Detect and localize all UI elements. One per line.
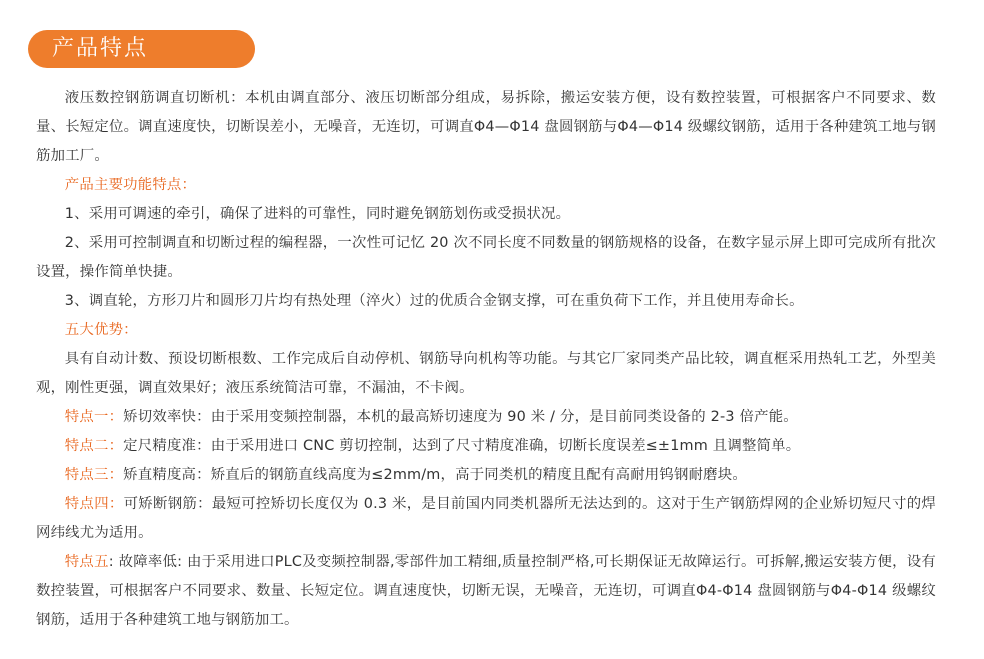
point-2-text: 定尺精度准：由于采用进口 CNC 剪切控制，达到了尺寸精度准确，切断长度误差≤±1mm 且调整简单。 xyxy=(123,438,801,454)
feature-item-2: 2、采用可控制调直和切断过程的编程器，一次性可记忆 20 次不同长度不同数量的钢筋规格的设备，在数字显示屏上即可完成所有批次设置，操作简单快捷。 xyxy=(36,235,936,280)
point-5 xyxy=(36,548,936,635)
point-3-label: 特点三： xyxy=(64,467,124,483)
point-1-label: 特点一： xyxy=(64,409,124,425)
point-1 xyxy=(36,403,936,432)
section-title: 产品特点 xyxy=(52,36,149,61)
product-features-content xyxy=(36,84,936,635)
intro-paragraph: 液压数控钢筋调直切断机：本机由调直部分、液压切断部分组成，易拆除，搬运安装方便，设有数控装置，可根据客户不同要求、数量、长短定位。调直速度快，切断误差小，无噪音，无连切，可调直Φ4—Φ14 盘圆钢筋与Φ4—Φ14 级螺纹钢筋，适用于各种建筑工地与钢筋加工厂。 xyxy=(36,90,936,164)
point-2-label: 特点二： xyxy=(64,438,124,454)
features-heading: 产品主要功能特点： xyxy=(64,177,197,193)
point-5-label: 特点五 xyxy=(64,554,109,570)
feature-item-1: 1、采用可调速的牵引，确保了进料的可靠性，同时避免钢筋划伤或受损状况。 xyxy=(64,206,571,222)
point-4-text: 可矫断钢筋：最短可控矫切长度仅为 0.3 米，是目前国内同类机器所无法达到的。这对于生产钢筋焊网的企业矫切短尺寸的焊网纬线尤为适用。 xyxy=(36,496,936,541)
point-4 xyxy=(36,490,936,548)
point-1-text: 矫切效率快：由于采用变频控制器，本机的最高矫切速度为 90 米 / 分，是目前同类设备的 2-3 倍产能。 xyxy=(123,409,798,425)
advantages-heading: 五大优势： xyxy=(64,322,138,338)
point-5-text: : 故障率低: 由于采用进口PLC及变频控制器,零部件加工精细,质量控制严格,可长期保证无故障运行。可拆解,搬运安装方便，设有数控装置，可根据客户不同要求、数量、长短定位。调直速度快，切断无误，无噪音，无连切，可调直Φ4-Φ14 盘圆钢筋与Φ4-Φ14 级螺纹钢筋，适用于各种建筑工地与钢筋加工。 xyxy=(36,554,936,628)
point-2 xyxy=(36,432,936,461)
point-4-label: 特点四： xyxy=(64,496,124,512)
point-3-text: 矫直精度高：矫直后的钢筋直线高度为≤2mm/m，高于同类机的精度且配有高耐用钨钢耐磨块。 xyxy=(123,467,747,483)
point-3 xyxy=(36,461,936,490)
feature-item-3: 3、调直轮，方形刀片和圆形刀片均有热处理（淬火）过的优质合金钢支撑，可在重负荷下工作，并且使用寿命长。 xyxy=(64,293,804,309)
advantages-intro: 具有自动计数、预设切断根数、工作完成后自动停机、钢筋导向机构等功能。与其它厂家同类产品比较，调直框采用热轧工艺，外型美观，刚性更强，调直效果好；液压系统简洁可靠，不漏油，不卡阀。 xyxy=(36,351,936,396)
